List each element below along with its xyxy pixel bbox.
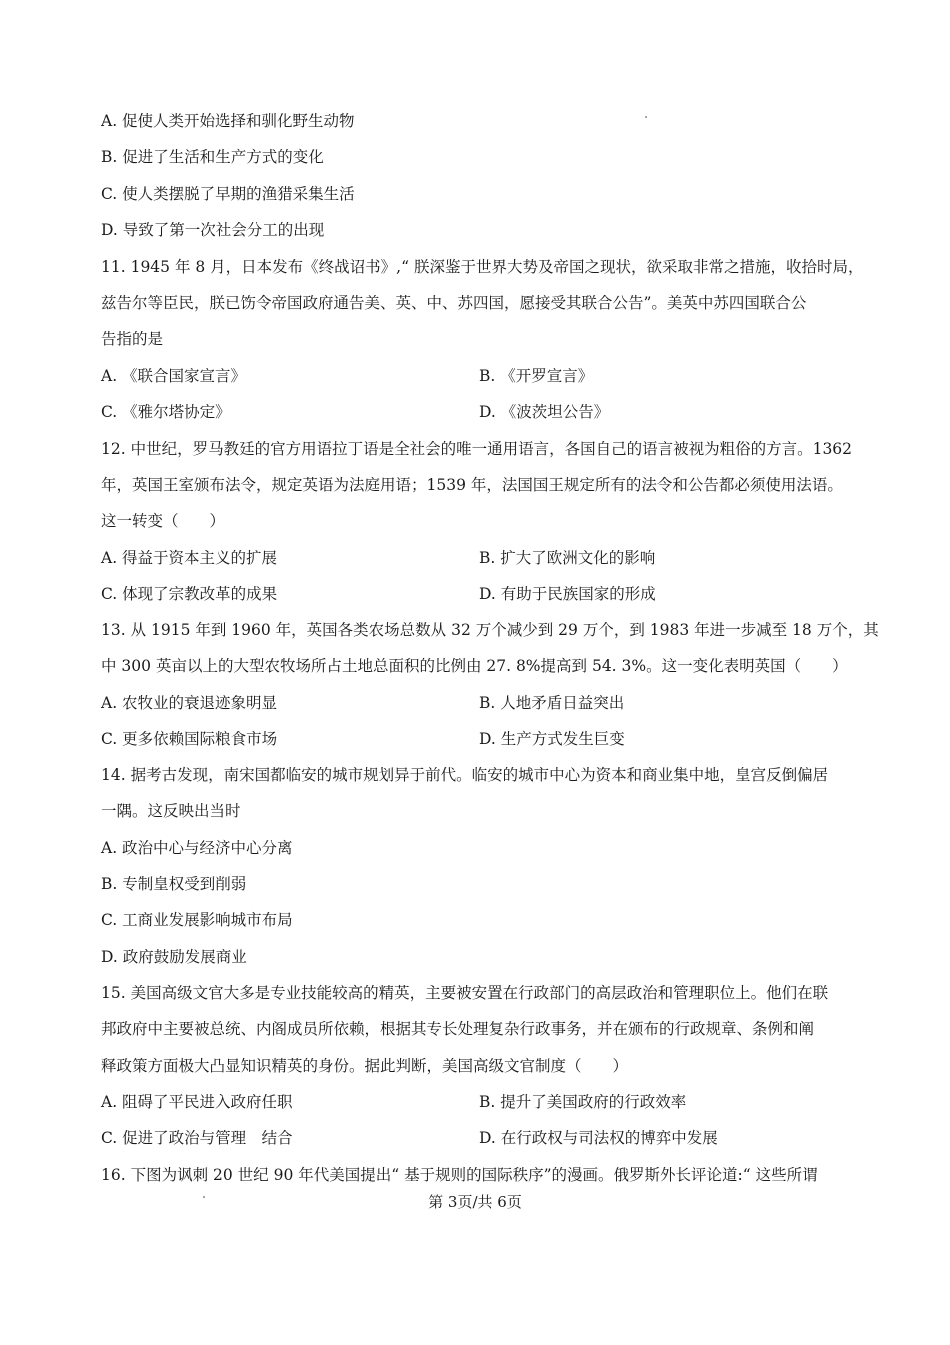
q12-option-d: D. 有助于民族国家的形成: [479, 585, 656, 603]
q11-option-c: C. 《雅尔塔协定》: [101, 403, 231, 421]
q11-stem-line-1: 11. 1945 年 8 月，日本发布《终战诏书》,“ 朕深鉴于世界大势及帝国之现状，欲采取非常之措施，收拾时局，: [101, 258, 864, 276]
q15-option-c: C. 促进了政治与管理 结合: [101, 1129, 293, 1147]
q13-option-b: B. 人地矛盾日益突出: [479, 694, 625, 712]
q14-option-a: A. 政治中心与经济中心分离: [101, 839, 293, 857]
q12-stem-line-3: 这一转变（ ）: [101, 512, 226, 530]
q10-option-b: B. 促进了生活和生产方式的变化: [101, 148, 324, 166]
scan-speck: [203, 1196, 205, 1198]
q16-stem-line-1: 16. 下图为讽刺 20 世纪 90 年代美国提出“ 基于规则的国际秩序”的漫画。俄罗斯外长评论道:“ 这些所谓: [101, 1166, 818, 1184]
q14-option-b: B. 专制皇权受到削弱: [101, 875, 247, 893]
q14-stem-line-2: 一隅。这反映出当时: [101, 802, 241, 820]
q12-stem-line-2: 年，英国王室颁布法令，规定英语为法庭用语；1539 年，法国国王规定所有的法令和公告都必须使用法语。: [101, 476, 843, 494]
q13-option-a: A. 农牧业的衰退迹象明显: [101, 694, 278, 712]
q13-option-c: C. 更多依赖国际粮食市场: [101, 730, 278, 748]
q12-option-c: C. 体现了宗教改革的成果: [101, 585, 278, 603]
q13-option-d: D. 生产方式发生巨变: [479, 730, 625, 748]
q14-option-d: D. 政府鼓励发展商业: [101, 948, 247, 966]
q15-option-b: B. 提升了美国政府的行政效率: [479, 1093, 687, 1111]
q13-stem-line-1: 13. 从 1915 年到 1960 年，英国各类农场总数从 32 万个减少到 29 万个，到 1983 年进一步减至 18 万个，其: [101, 621, 879, 639]
q11-stem-line-2: 兹告尔等臣民，朕已饬令帝国政府通告美、英、中、苏四国，愿接受其联合公告”。美英中苏四国联合公: [101, 294, 807, 312]
page-number-footer: 第 3页/共 6页: [428, 1193, 522, 1211]
q15-option-a: A. 阻碍了平民进入政府任职: [101, 1093, 293, 1111]
q10-option-c: C. 使人类摆脱了早期的渔猎采集生活: [101, 185, 355, 203]
q11-option-b: B. 《开罗宣言》: [479, 367, 594, 385]
q15-stem-line-3: 释政策方面极大凸显知识精英的身份。据此判断，美国高级文官制度（ ）: [101, 1057, 629, 1075]
q13-stem-line-2: 中 300 英亩以上的大型农牧场所占土地总面积的比例由 27. 8%提高到 54. 3%。这一变化表明英国（ ）: [101, 657, 848, 675]
scan-speck: [645, 116, 647, 118]
q14-option-c: C. 工商业发展影响城市布局: [101, 911, 293, 929]
q11-stem-line-3: 告指的是: [101, 330, 164, 348]
q11-option-d: D. 《波茨坦公告》: [479, 403, 610, 421]
q15-stem-line-2: 邦政府中主要被总统、内阁成员所依赖，根据其专长处理复杂行政事务，并在颁布的行政规章、条例和阐: [101, 1020, 815, 1038]
q12-stem-line-1: 12. 中世纪，罗马教廷的官方用语拉丁语是全社会的唯一通用语言，各国自己的语言被视为粗俗的方言。1362: [101, 440, 853, 458]
q10-option-a: A. 促使人类开始选择和驯化野生动物: [101, 112, 355, 130]
q14-stem-line-1: 14. 据考古发现，南宋国都临安的城市规划异于前代。临安的城市中心为资本和商业集中地，皇宫反倒偏居: [101, 766, 829, 784]
q10-option-d: D. 导致了第一次社会分工的出现: [101, 221, 325, 239]
q15-stem-line-1: 15. 美国高级文官大多是专业技能较高的精英，主要被安置在行政部门的高层政治和管理职位上。他们在联: [101, 984, 829, 1002]
q15-option-d: D. 在行政权与司法权的博弈中发展: [479, 1129, 718, 1147]
q12-option-b: B. 扩大了欧洲文化的影响: [479, 549, 656, 567]
q11-option-a: A. 《联合国家宣言》: [101, 367, 247, 385]
q12-option-a: A. 得益于资本主义的扩展: [101, 549, 278, 567]
